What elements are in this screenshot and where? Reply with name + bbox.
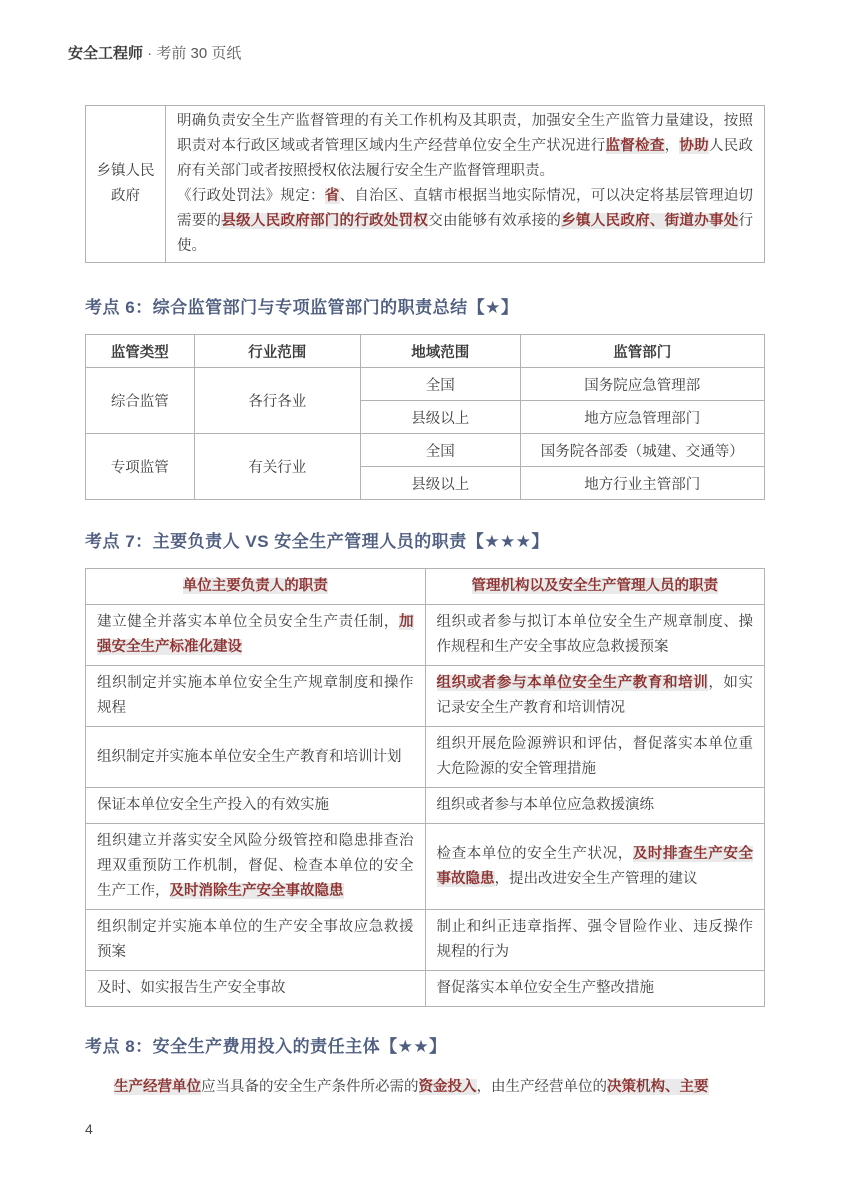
text-segment: 组织制定并实施本单位安全生产教育和培训计划 xyxy=(97,748,402,765)
doc-subtitle: · 考前 30 页纸 xyxy=(143,45,242,62)
text-segment: ，由生产经营单位的 xyxy=(476,1079,607,1095)
doc-title: 安全工程师 xyxy=(68,45,144,62)
highlighted-text: 组织或者参与本单位安全生产教育和培训 xyxy=(436,675,709,691)
cell-dept: 国务院应急管理部 xyxy=(520,368,764,401)
highlighted-text: 及时消除生产安全事故隐患 xyxy=(169,883,344,899)
highlighted-text: 监督检查 xyxy=(605,138,665,154)
page-content xyxy=(85,105,765,1100)
highlighted-text: 乡镇人民政府、街道办事处 xyxy=(561,213,739,229)
text-segment: 保证本单位安全生产投入的有效实施 xyxy=(97,797,329,813)
duty-cell-right xyxy=(425,788,765,824)
township-gov-duties-cell xyxy=(166,106,765,263)
column-header-principal-duties xyxy=(86,569,426,605)
column-header-manager-duties xyxy=(425,569,765,605)
table-header-row xyxy=(86,335,765,368)
duty-cell-right xyxy=(425,727,765,788)
table-row xyxy=(86,106,765,263)
duty-cell-right xyxy=(425,666,765,727)
paragraph-funding-responsibility xyxy=(85,1075,765,1100)
duty-cell-left xyxy=(86,971,426,1007)
duty-cell-right xyxy=(425,824,765,910)
paragraph-supervision-duty xyxy=(177,109,753,184)
section-heading-kaodian-8: 考点 8：安全生产费用投入的责任主体【★★】 xyxy=(85,1037,447,1056)
table-row xyxy=(86,910,765,971)
text-segment: 督促落实本单位安全生产整改措施 xyxy=(436,980,654,996)
row-header-township-gov: 乡镇人民政府 xyxy=(86,106,166,263)
highlighted-text: 省 xyxy=(324,188,340,204)
column-header-supervision-type: 监管类型 xyxy=(86,335,195,368)
table-header-row xyxy=(86,569,765,605)
text-segment: 及时、如实报告生产安全事故 xyxy=(97,980,286,996)
duty-cell-left xyxy=(86,910,426,971)
cell-all-industries: 各行各业 xyxy=(194,368,360,434)
duty-cell-left xyxy=(86,666,426,727)
text-segment: ， xyxy=(664,138,680,154)
section-heading-kaodian-7: 考点 7：主要负责人 VS 安全生产管理人员的职责【★★★】 xyxy=(85,532,550,551)
cell-related-industries: 有关行业 xyxy=(194,434,360,500)
text-segment: 人民政府有关部门或者按照授权依法履行安全生产监督管理职责。 xyxy=(177,138,754,179)
cell-dept: 国务院各部委（城建、交通等） xyxy=(520,434,764,467)
duty-cell-right xyxy=(425,910,765,971)
duty-cell-left xyxy=(86,824,426,910)
text-segment: 应当具备的安全生产条件所必需的 xyxy=(201,1079,419,1095)
text-segment: 组织制定并实施本单位的生产安全事故应急救援预案 xyxy=(97,919,414,960)
cell-dept: 地方应急管理部门 xyxy=(520,401,764,434)
highlighted-text: 县级人民政府部门的行政处罚权 xyxy=(221,213,429,229)
text-segment: 组织或者参与本单位应急救援演练 xyxy=(436,797,654,813)
text-segment: 组织或者参与拟订本单位安全生产规章制度、操作规程和生产安全事故应急救援预案 xyxy=(436,614,753,655)
duty-cell-left xyxy=(86,605,426,666)
text-segment: 制止和纠正违章指挥、强令冒险作业、违反操作规程的行为 xyxy=(436,919,753,960)
text-segment: ，提出改进安全生产管理的建议 xyxy=(494,870,698,887)
cell-region: 全国 xyxy=(360,368,520,401)
cell-special-supervision: 专项监管 xyxy=(86,434,195,500)
column-header-region-scope: 地域范围 xyxy=(360,335,520,368)
highlighted-text: 管理机构以及安全生产管理人员的职责 xyxy=(471,578,718,594)
highlighted-text: 单位主要负责人的职责 xyxy=(182,578,328,594)
text-segment: 组织制定并实施本单位安全生产规章制度和操作规程 xyxy=(97,675,414,716)
text-segment: 建立健全并落实本单位全员安全生产责任制， xyxy=(97,614,399,630)
highlighted-text: 协助 xyxy=(679,138,709,154)
duty-cell-right xyxy=(425,605,765,666)
section-heading-kaodian-6: 考点 6：综合监管部门与专项监管部门的职责总结【★】 xyxy=(85,298,519,317)
duty-cell-left xyxy=(86,727,426,788)
highlighted-text: 资金投入 xyxy=(418,1079,477,1095)
column-header-industry-scope: 行业范围 xyxy=(194,335,360,368)
column-header-supervision-dept: 监管部门 xyxy=(520,335,764,368)
cell-region: 县级以上 xyxy=(360,401,520,434)
highlighted-text: 生产经营单位 xyxy=(114,1079,201,1095)
text-segment: 、自治区、直辖市根据当地实际情况，可以决定将基层管理迫切需要的 xyxy=(177,188,754,229)
cell-dept: 地方行业主管部门 xyxy=(520,467,764,500)
cell-region: 全国 xyxy=(360,434,520,467)
text-segment: 组织开展危险源辨识和评估，督促落实本单位重大危险源的安全管理措施 xyxy=(436,736,753,777)
duties-comparison-table xyxy=(85,568,765,1007)
text-segment: 交由能够有效承接的 xyxy=(428,213,562,229)
paragraph-admin-penalty-law xyxy=(177,184,753,259)
text-segment: 行使。 xyxy=(177,213,754,254)
text-segment: 明确负责安全生产监督管理的有关工作机构及其职责，加强安全生产监管力量建设，按照职责对本行政区域或者管理区域内生产经营单位安全生产状况进行 xyxy=(177,113,753,154)
table-row xyxy=(86,727,765,788)
duty-cell-right xyxy=(425,971,765,1007)
table-row xyxy=(86,434,765,467)
duty-cell-left xyxy=(86,788,426,824)
text-segment: 检查本单位的安全生产状况， xyxy=(436,845,633,862)
page-number: 4 xyxy=(85,1121,93,1137)
highlighted-text: 及时排查生产安全事故隐患 xyxy=(436,845,754,887)
cell-region: 县级以上 xyxy=(360,467,520,500)
doc-header xyxy=(68,44,241,64)
township-gov-table xyxy=(85,105,765,263)
text-segment: 组织建立并落实安全风险分级管控和隐患排查治理双重预防工作机制，督促、检查本单位的安全生产工作， xyxy=(97,833,414,899)
highlighted-text: 加强安全生产标准化建设 xyxy=(97,614,414,655)
table-row xyxy=(86,788,765,824)
highlighted-text: 决策机构、主要 xyxy=(607,1079,709,1095)
text-segment: 《行政处罚法》规定： xyxy=(177,188,325,204)
table-row xyxy=(86,971,765,1007)
table-row xyxy=(86,666,765,727)
supervision-scope-table xyxy=(85,334,765,500)
table-row xyxy=(86,824,765,910)
table-row xyxy=(86,605,765,666)
table-row xyxy=(86,368,765,401)
cell-comprehensive-supervision: 综合监管 xyxy=(86,368,195,434)
text-segment: ，如实记录安全生产教育和培训情况 xyxy=(436,675,754,716)
